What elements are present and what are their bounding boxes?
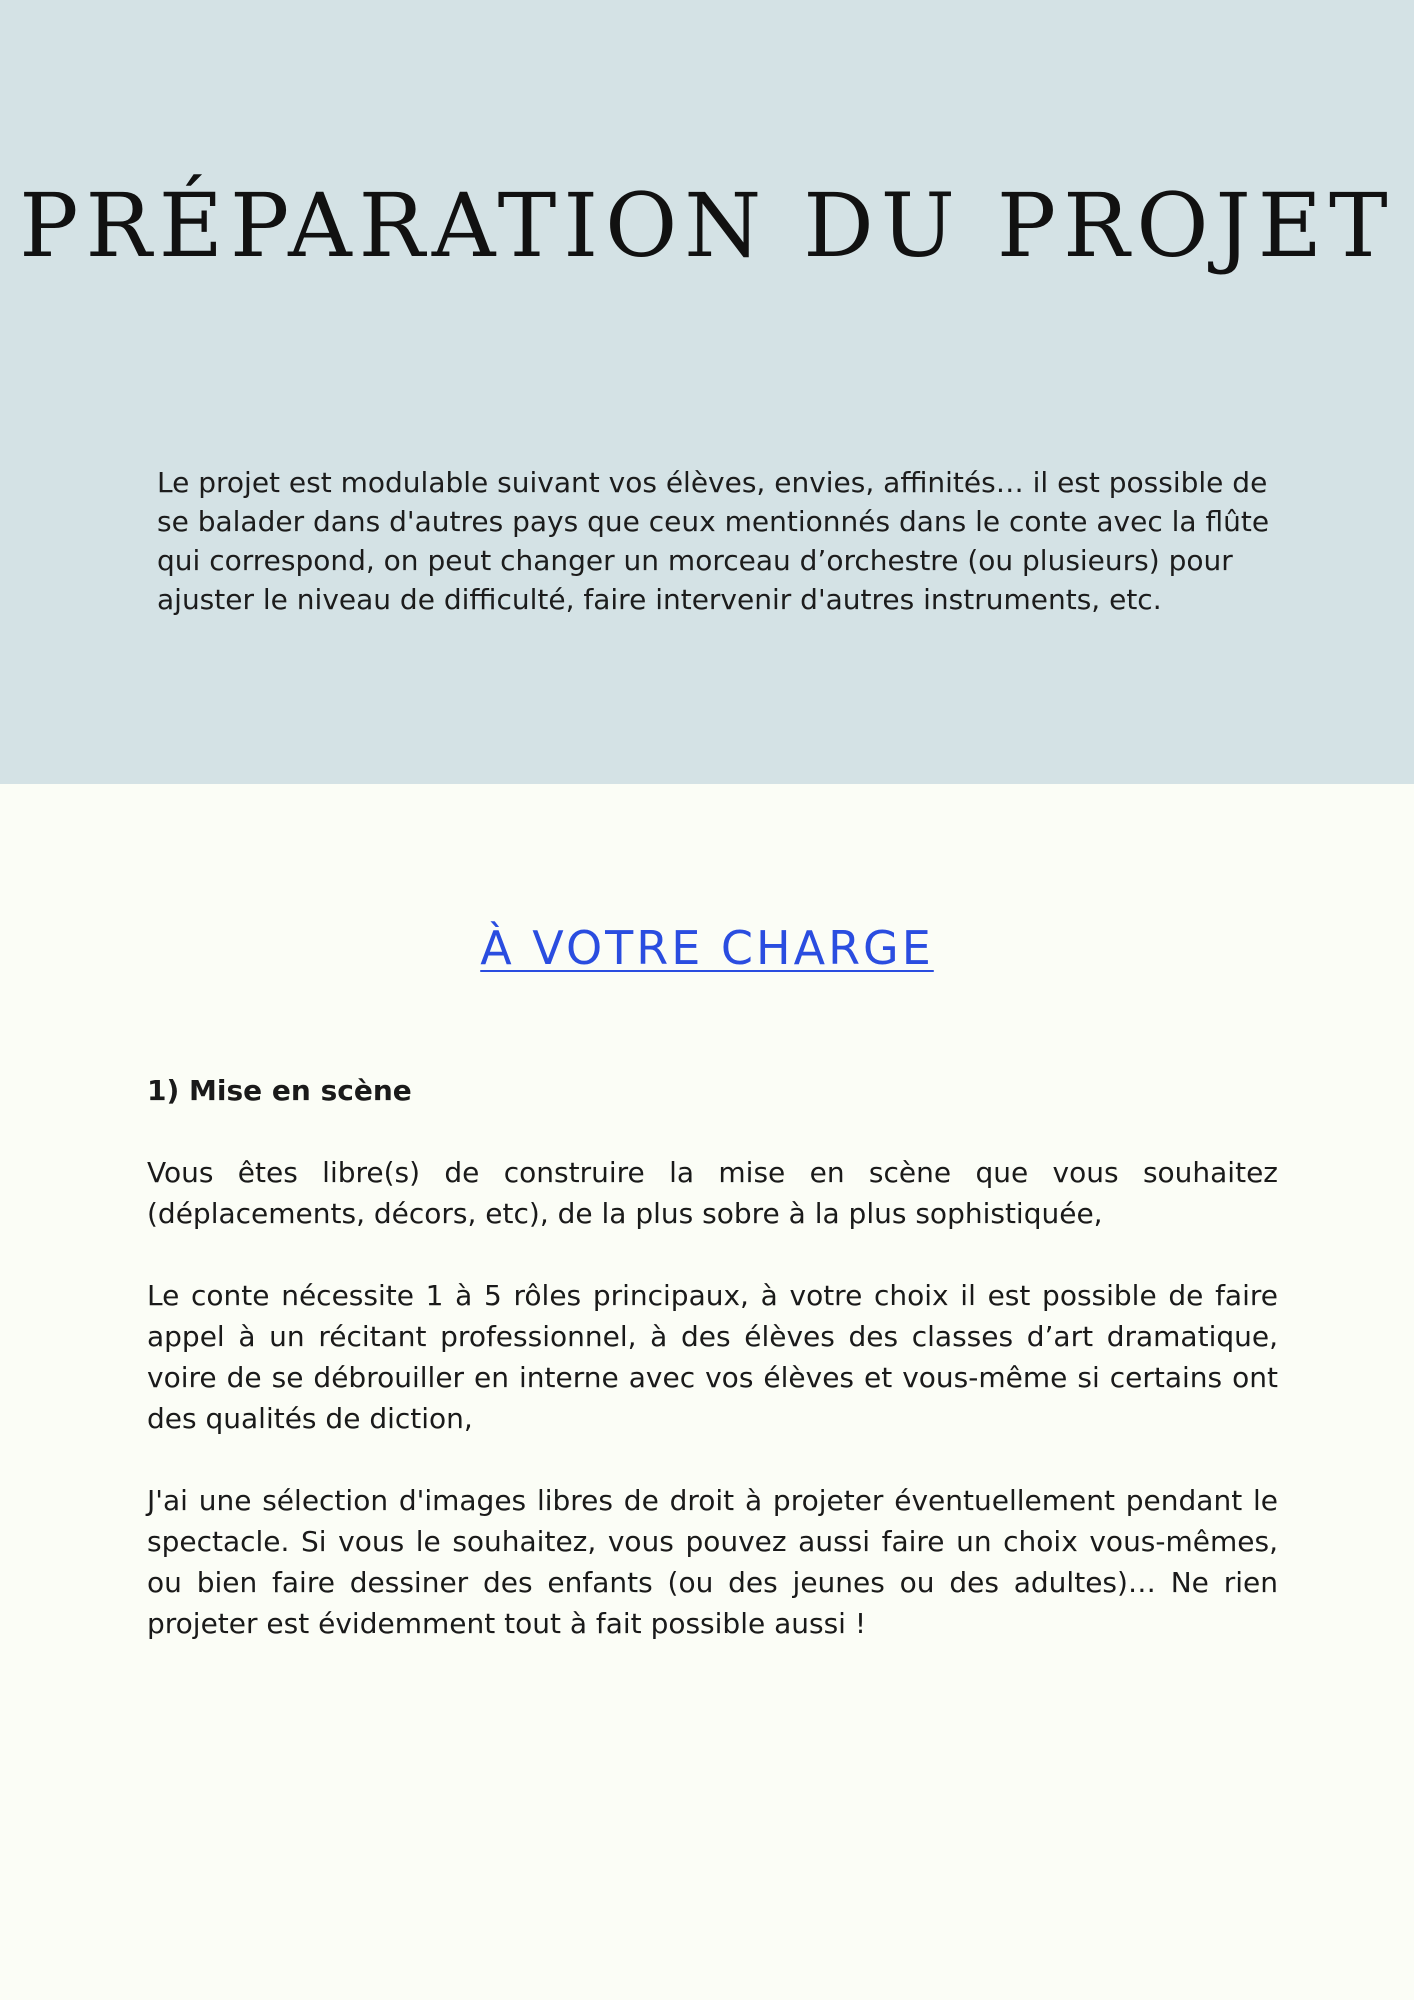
page-title: PRÉPARATION DU PROJET xyxy=(19,174,1395,277)
paragraph-libre: Vous êtes libre(s) de construire la mise en scène que vous souhaitez (déplacements, décors, etc), de la plus sobre à la plus sophistiquée, xyxy=(147,1156,1278,1230)
header-band xyxy=(0,0,1414,784)
intro-paragraph: Le projet est modulable suivant vos élèves, envies, affinités… il est possible de se balader dans d'autres pays que ceux mentionnés dans le conte avec la flûte qui correspond, on peut changer un morceau d’orchestre (ou plusieurs) pour ajuster le niveau de difficulté, faire intervenir d'autres instruments, etc. xyxy=(157,466,1270,616)
section-heading xyxy=(0,920,1414,976)
paragraph-images: J'ai une sélection d'images libres de droit à projeter éventuellement pendant le spectacle. Si vous le souhaitez, vous pouvez aussi faire un choix vous-mêmes, ou bien faire dessiner des enfants (ou des jeunes ou des adultes)… Ne rien projeter est évidemment tout à fait possible aussi ! xyxy=(147,1484,1278,1640)
subheading-mise-en-scene: 1) Mise en scène xyxy=(147,1074,412,1107)
paragraph-roles: Le conte nécessite 1 à 5 rôles principaux, à votre choix il est possible de faire appel à un récitant professionnel, à des élèves des classes d’art dramatique, voire de se débrouiller en interne avec vos élèves et vous-même si certains ont des qualités de diction, xyxy=(147,1279,1278,1435)
section-heading-link[interactable]: À VOTRE CHARGE xyxy=(480,921,934,975)
